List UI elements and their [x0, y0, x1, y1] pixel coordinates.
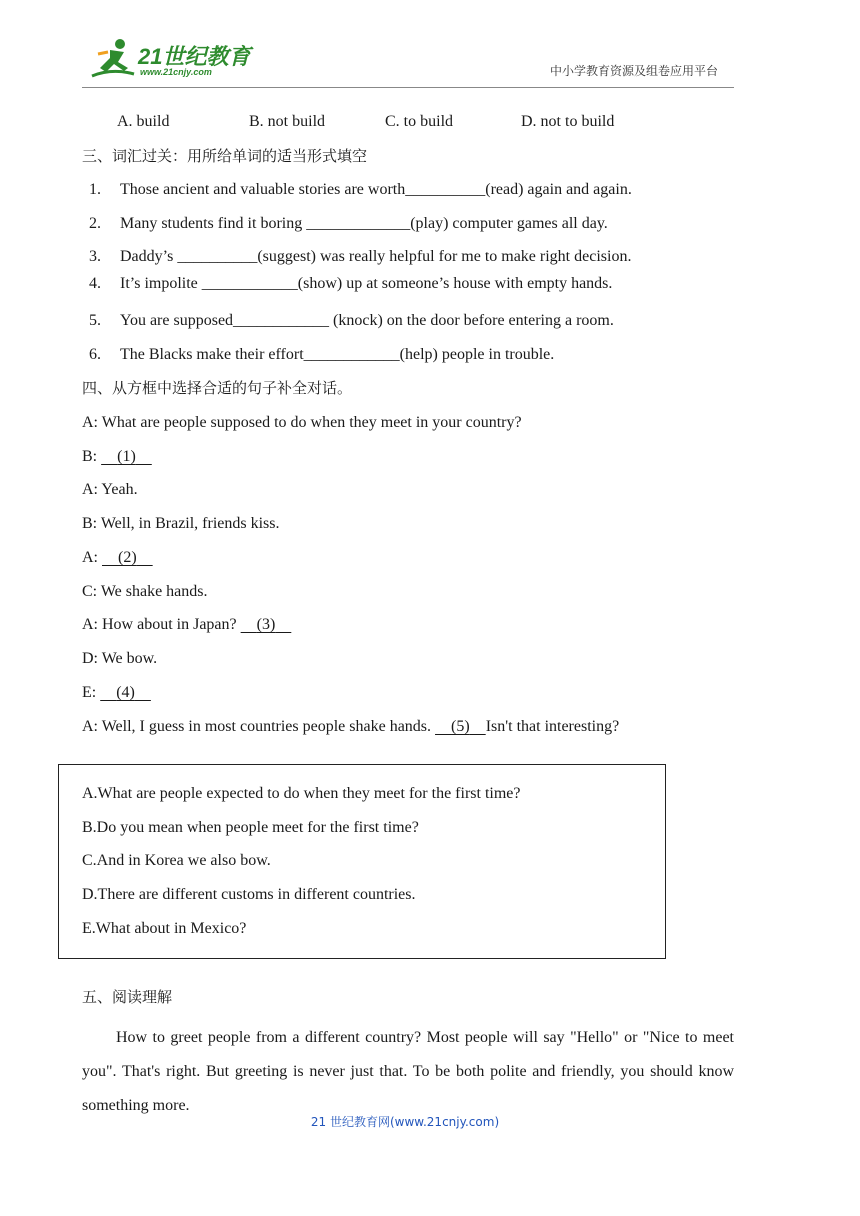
vocab-item	[89, 180, 632, 200]
item-hint: (knock) on the door before entering a room.	[329, 312, 614, 329]
dialogue-line	[82, 447, 152, 467]
dialogue-line	[82, 480, 138, 500]
item-hint: (play) computer games all day.	[410, 215, 608, 232]
blank-number: (2)	[118, 549, 137, 566]
item-text: Those ancient and valuable stories are worth	[120, 181, 406, 198]
blank-number: (1)	[117, 448, 136, 465]
dialogue-text: E:	[82, 684, 101, 701]
dialogue-line	[82, 413, 522, 433]
dialogue-line	[82, 582, 208, 602]
dialogue-text: A: How about in Japan?	[82, 616, 241, 633]
item-text: Many students find it boring	[120, 215, 307, 232]
dialogue-text: A: Yeah.	[82, 481, 138, 498]
dialogue-text: Isn't that interesting?	[485, 718, 620, 735]
dialogue-text: A: Well, I guess in most countries people shake hands.	[82, 718, 436, 735]
logo-main-text: 21世纪教育	[138, 44, 251, 69]
vocab-item	[89, 311, 614, 331]
choice-item: A.What are people expected to do when they meet for the first time?	[82, 785, 521, 802]
dialogue-text: C: We shake hands.	[82, 583, 208, 600]
vocab-item	[89, 247, 631, 267]
answer-blank[interactable]: __________	[405, 181, 486, 198]
vocab-item	[89, 274, 612, 294]
vocab-item	[89, 214, 608, 234]
choice-item: C.And in Korea we also bow.	[82, 852, 271, 869]
dialogue-blank[interactable]	[102, 549, 153, 566]
blank-number: (5)	[451, 718, 470, 735]
blank-number: (4)	[116, 684, 135, 701]
section3-title: 三、词汇过关：用所给单词的适当形式填空	[82, 147, 368, 165]
answer-blank[interactable]: ____________	[201, 275, 298, 292]
vocab-item	[89, 345, 554, 365]
blank-number: (3)	[256, 616, 276, 633]
dialogue-line	[82, 649, 157, 669]
header-divider	[82, 87, 734, 88]
dialogue-line	[82, 717, 619, 737]
section5-title: 五、阅读理解	[82, 988, 173, 1006]
dialogue-blank[interactable]	[435, 718, 486, 735]
option-a: A. build	[117, 113, 170, 130]
item-hint: (read) again and again.	[485, 181, 632, 198]
dialogue-blank[interactable]	[241, 616, 292, 633]
item-number: 2.	[89, 215, 101, 232]
dialogue-blank[interactable]	[100, 684, 151, 701]
item-number: 6.	[89, 346, 101, 363]
item-number: 1.	[89, 181, 101, 198]
platform-name: 中小学教育资源及组卷应用平台	[549, 64, 718, 78]
answer-blank[interactable]: ____________	[303, 346, 400, 363]
footer-link[interactable]: 21 世纪教育网(www.21cnjy.com)	[310, 1115, 500, 1129]
dialogue-line	[82, 514, 280, 534]
runner-logo-icon	[90, 38, 138, 80]
item-hint: (show) up at someone’s house with empty hands.	[297, 275, 613, 292]
item-number: 4.	[89, 275, 101, 292]
dialogue-line	[82, 615, 291, 635]
dialogue-line	[82, 683, 151, 703]
dialogue-line	[82, 548, 153, 568]
item-text: Daddy’s	[120, 248, 178, 265]
choice-item: D.There are different customs in different countries.	[82, 886, 416, 903]
answer-blank[interactable]: __________	[177, 248, 258, 265]
site-logo	[90, 38, 255, 82]
choice-item: E.What about in Mexico?	[82, 920, 247, 937]
item-text: It’s impolite	[120, 275, 202, 292]
dialogue-text: A:	[82, 549, 102, 566]
answer-blank[interactable]: ____________	[233, 312, 330, 329]
option-b: B. not build	[249, 113, 326, 130]
dialogue-blank[interactable]	[101, 448, 152, 465]
item-hint: (suggest) was really helpful for me to make right decision.	[257, 248, 632, 265]
item-hint: (help) people in trouble.	[399, 346, 555, 363]
logo-sub-text: www.21cnjy.com	[140, 67, 212, 77]
option-c: C. to build	[385, 113, 454, 130]
dialogue-text: B:	[82, 448, 102, 465]
item-text: The Blacks make their effort	[120, 346, 304, 363]
dialogue-text: B: Well, in Brazil, friends kiss.	[82, 515, 280, 532]
answer-blank[interactable]: _____________	[306, 215, 411, 232]
dialogue-text: D: We bow.	[82, 650, 158, 667]
option-d: D. not to build	[521, 113, 615, 130]
item-text: You are supposed	[120, 312, 234, 329]
item-number: 5.	[89, 312, 101, 329]
section4-title: 四、从方框中选择合适的句子补全对话。	[82, 379, 353, 397]
item-number: 3.	[89, 248, 101, 265]
reading-paragraph: How to greet people from a different country? Most people will say "Hello" or "Nice to meet you". That's right. But greeting is never just that. To be both polite and friendly, you should know something more.	[82, 1029, 734, 1114]
dialogue-text: A: What are people supposed to do when they meet in your country?	[82, 414, 522, 431]
choice-item: B.Do you mean when people meet for the first time?	[82, 819, 419, 836]
